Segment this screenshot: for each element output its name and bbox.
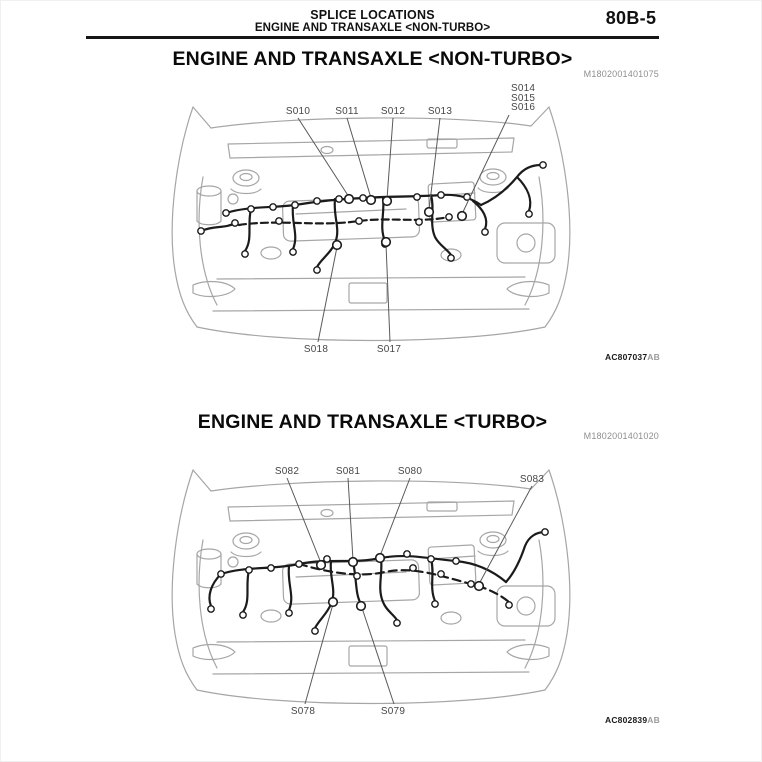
doc-code-non-turbo: M1802001401075 <box>583 69 659 79</box>
engine-bay-drawing <box>131 81 731 373</box>
splice-label-s083: S083 <box>519 474 545 485</box>
leader-lines <box>287 478 532 704</box>
leader-lines <box>298 115 509 342</box>
engine-bay-diagram-non-turbo <box>131 81 731 373</box>
splice-label-s081: S081 <box>335 466 361 477</box>
engine-bay-drawing <box>131 444 731 736</box>
splice-label-s079: S079 <box>380 706 406 717</box>
splice-label-s011: S011 <box>335 106 359 117</box>
splice-label-group-s014-s016 <box>511 84 535 113</box>
splice-label-s078: S078 <box>290 706 316 717</box>
figure-title-non-turbo: ENGINE AND TRANSAXLE <NON-TURBO> <box>172 48 573 70</box>
header-subsection-title: ENGINE AND TRANSAXLE <NON-TURBO> <box>254 22 491 34</box>
engine-bay-diagram-turbo <box>131 444 731 736</box>
figure-code-suffix: AB <box>647 715 660 725</box>
figure-code-non-turbo <box>605 352 660 362</box>
splice-label-s010: S010 <box>285 106 311 117</box>
splice-label-s018: S018 <box>303 344 329 355</box>
splice-label-s015: S015 <box>511 92 536 104</box>
wiring-harness <box>201 165 541 267</box>
splice-label-s017: S017 <box>376 344 402 355</box>
figure-title-turbo: ENGINE AND TRANSAXLE <TURBO> <box>197 411 548 433</box>
figure-code-main: AC802839 <box>605 715 648 725</box>
splice-label-s016: S016 <box>511 102 536 113</box>
figure-code-suffix: AB <box>647 352 660 362</box>
header-rule <box>86 36 659 39</box>
wiring-harness <box>209 532 545 628</box>
figure-code-turbo <box>605 715 660 725</box>
page-number: 80B-5 <box>605 8 657 28</box>
figure-code-main: AC807037 <box>605 352 648 362</box>
splice-label-s013: S013 <box>427 106 453 117</box>
header-section-title: SPLICE LOCATIONS <box>310 8 435 22</box>
splice-label-s012: S012 <box>380 106 406 117</box>
splice-label-s080: S080 <box>397 466 423 477</box>
splice-label-s082: S082 <box>274 466 300 477</box>
doc-code-turbo: M1802001401020 <box>583 431 659 441</box>
splice-label-s014: S014 <box>511 83 536 94</box>
